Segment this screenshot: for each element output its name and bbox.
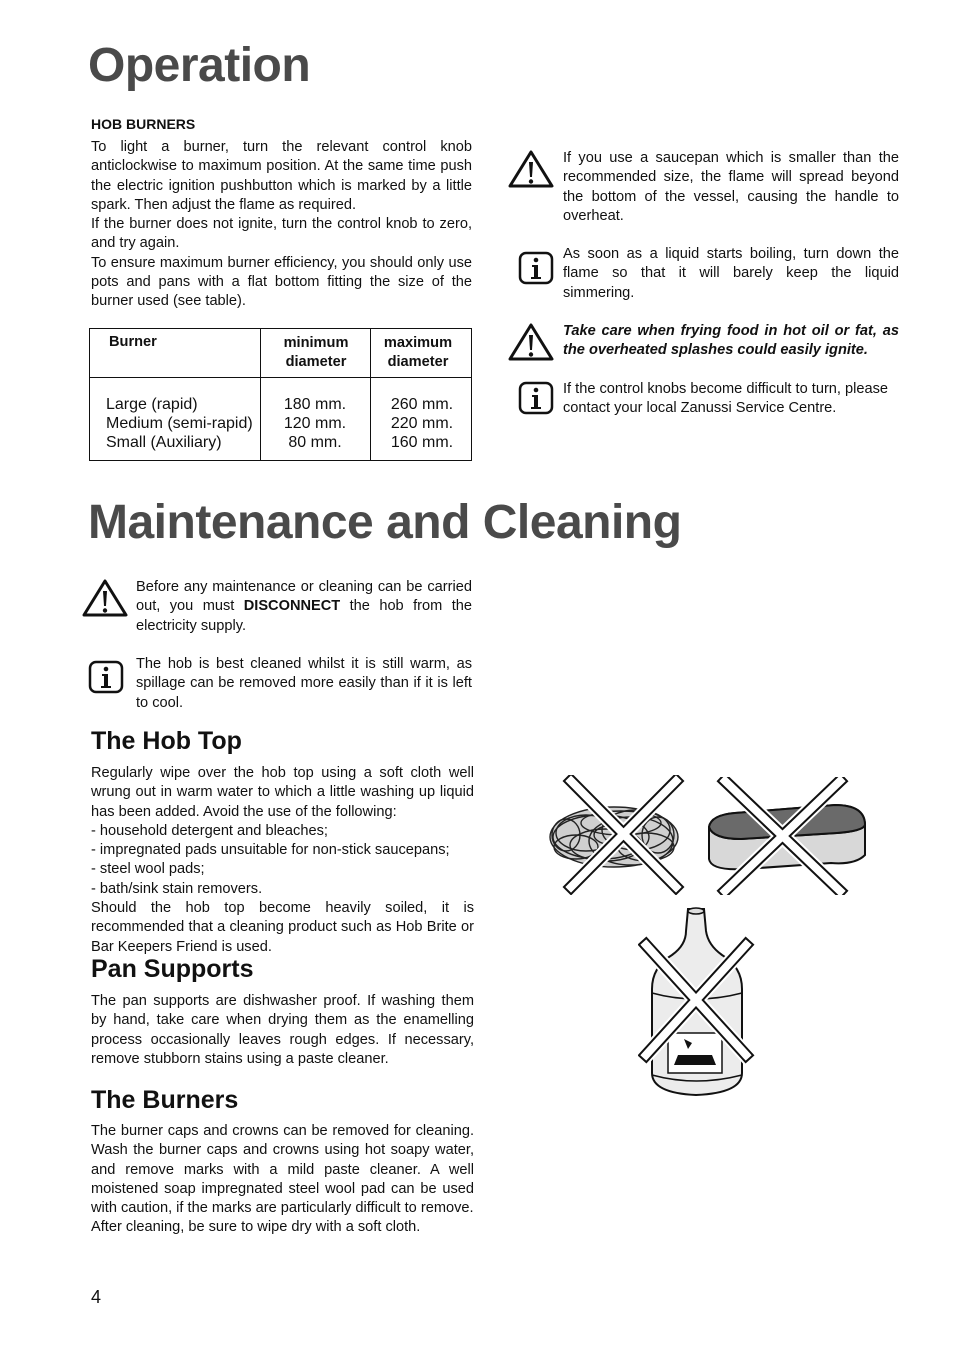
info-icon	[88, 660, 124, 694]
warning-note-frying: Take care when frying food in hot oil or fat, as the overheated splashes could easily ignite.	[563, 323, 899, 359]
burners-text	[91, 1122, 474, 1238]
disconnect-warning	[136, 578, 472, 636]
table-row	[90, 415, 470, 435]
hob-top-outro: Should the hob top become heavily soiled, it is recommended that a cleaning product such as Hob Brite or Bar Keepers Friend is used.	[91, 900, 474, 955]
cleaner-bottle-prohibited-illustration	[638, 905, 758, 1106]
scouring-pad-prohibited-illustration	[705, 777, 870, 900]
operation-text	[91, 138, 472, 312]
avoid-list-item: - bath/sink stain removers.	[91, 880, 263, 897]
table-cell-burner: Large (rapid)	[106, 396, 198, 413]
hob-top-intro: Regularly wipe over the hob top using a soft cloth well wrung out in warm water to which a little washing up liquid has been added. Avoid the use of the following:	[91, 765, 474, 820]
table-cell-max: 160 mm.	[390, 434, 454, 451]
burners-paragraph: The burner caps and crowns can be removed for cleaning. Wash the burner caps and crowns using hot soapy water, and remove marks with a mild paste cleaner. A well moistened soap impregnated steel wool pad can be used with caution, if the marks are particularly difficult to remove.	[91, 1123, 474, 1217]
info-note-control-knobs: If the control knobs become difficult to turn, please contact your local Zanussi Service Centre.	[563, 381, 889, 417]
table-cell-max: 260 mm.	[390, 396, 454, 413]
table-cell-burner: Medium (semi-rapid)	[106, 415, 253, 432]
burner-size-table	[89, 328, 472, 461]
table-row	[90, 396, 470, 416]
info-icon	[518, 381, 554, 415]
disconnect-warning-text: Before any maintenance or cleaning can be carried out, you must	[136, 579, 472, 615]
hob-top-text	[91, 764, 474, 957]
operation-paragraph: To light a burner, turn the relevant control knob anticlockwise to maximum position. At the same time push the electric ignition pushbutton which is marked by a little spark. Then adjust the flame as required.	[91, 139, 472, 213]
table-row	[90, 434, 470, 454]
table-header-divider	[90, 377, 471, 378]
disconnect-emphasis: DISCONNECT	[243, 598, 341, 615]
operation-paragraph: If the burner does not ignite, turn the control knob to zero, and try again.	[91, 216, 472, 252]
burners-heading: The Burners	[91, 1086, 239, 1114]
burners-paragraph: After cleaning, be sure to wipe dry with a soft cloth.	[91, 1219, 421, 1236]
disconnect-warning-text: the hob from the electricity supply.	[136, 598, 472, 634]
avoid-list-item: - steel wool pads;	[91, 861, 205, 878]
table-cell-min: 120 mm.	[283, 415, 347, 432]
pan-supports-text: The pan supports are dishwasher proof. If washing them by hand, take care when drying them as the enamelling process occasionally leaves rough edges. If necessary, remove stubborn stains using a paste cleaner.	[91, 993, 474, 1067]
warning-note-saucepan: If you use a saucepan which is smaller than the recommended size, the flame will spread beyond the bottom of the vessel, causing the handle to overheat.	[563, 150, 899, 224]
avoid-list-item: - impregnated pads unsuitable for non-stick saucepans;	[91, 842, 450, 859]
table-cell-max: 220 mm.	[390, 415, 454, 432]
table-header-minimum: minimum diameter	[283, 335, 349, 371]
info-note-boiling: As soon as a liquid starts boiling, turn down the flame so that it will barely keep the liquid simmering.	[563, 246, 899, 301]
table-cell-min: 180 mm.	[283, 396, 347, 413]
warm-cleaning-info: The hob is best cleaned whilst it is still warm, as spillage can be removed more easily than if it is left to cool.	[136, 656, 472, 711]
table-header-maximum: maximum diameter	[383, 335, 453, 371]
table-header-burner: Burner	[109, 334, 157, 350]
table-cell-min: 80 mm.	[288, 434, 342, 451]
steel-wool-prohibited-illustration	[546, 775, 696, 900]
table-cell-burner: Small (Auxiliary)	[106, 434, 222, 451]
avoid-list-item: - household detergent and bleaches;	[91, 822, 328, 839]
warning-icon	[507, 322, 555, 362]
warning-icon	[507, 149, 555, 189]
warning-icon	[81, 578, 129, 618]
hob-burners-heading: HOB BURNERS	[91, 116, 196, 132]
maintenance-title: Maintenance and Cleaning	[88, 496, 682, 549]
pan-supports-heading: Pan Supports	[91, 955, 254, 983]
hob-top-heading: The Hob Top	[91, 727, 242, 755]
info-icon	[518, 251, 554, 285]
operation-paragraph: To ensure maximum burner efficiency, you should only use pots and pans with a flat bottom fitting the size of the burner used (see table).	[91, 254, 472, 310]
operation-title: Operation	[88, 39, 311, 92]
page-number: 4	[91, 1287, 102, 1307]
